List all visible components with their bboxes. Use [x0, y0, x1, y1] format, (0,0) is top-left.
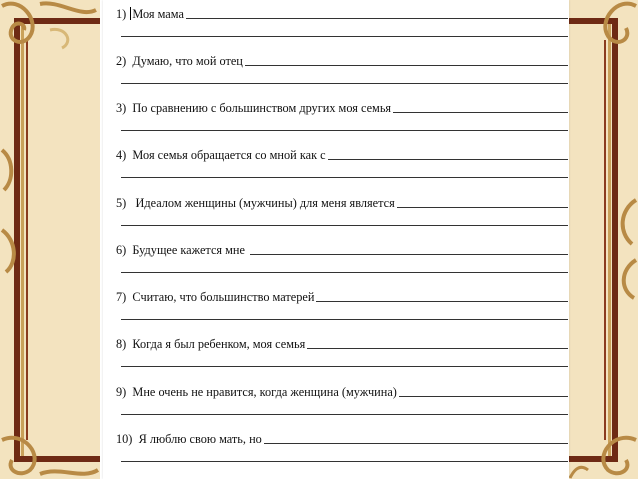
answer-line[interactable] — [393, 111, 568, 113]
item-number: 5) — [116, 196, 127, 210]
item-number: 2) — [116, 54, 127, 68]
answer-line-continued[interactable] — [121, 319, 568, 320]
item-prompt: Когда я был ребенком, моя семья — [132, 337, 306, 351]
answer-line[interactable] — [186, 17, 568, 19]
item-3 — [116, 98, 569, 138]
item-7 — [116, 287, 569, 327]
item-prompt: Мне очень не нравится, когда женщина (мужчина) — [132, 385, 397, 399]
item-prompt: По сравнению с большинством других моя семья — [132, 101, 392, 115]
right-ornamental-frame — [568, 0, 638, 479]
answer-line-continued[interactable] — [121, 36, 568, 37]
left-ornamental-frame — [0, 0, 100, 479]
answer-line[interactable] — [399, 395, 568, 397]
answer-line-continued[interactable] — [121, 225, 568, 226]
item-number: 6) — [116, 243, 127, 257]
item-prompt: Моя мама — [132, 7, 184, 21]
worksheet-page — [103, 0, 569, 479]
item-prompt: Я люблю свою мать, но — [138, 432, 262, 446]
item-5 — [116, 193, 569, 233]
item-4 — [116, 145, 569, 185]
item-1 — [116, 4, 569, 44]
answer-line-continued[interactable] — [121, 366, 568, 367]
item-10 — [116, 429, 569, 469]
item-prompt: Моя семья обращается со мной как с — [132, 148, 326, 162]
item-prompt: Думаю, что мой отец — [132, 54, 243, 68]
right-frame-ornament-icon — [568, 0, 638, 479]
item-number: 7) — [116, 290, 127, 304]
answer-line-continued[interactable] — [121, 414, 568, 415]
answer-line[interactable] — [397, 206, 568, 208]
answer-line-continued[interactable] — [121, 130, 568, 131]
item-9 — [116, 382, 569, 422]
answer-line[interactable] — [316, 300, 568, 302]
item-number: 4) — [116, 148, 127, 162]
answer-line[interactable] — [328, 158, 568, 160]
item-number: 8) — [116, 337, 127, 351]
item-number: 1) — [116, 7, 127, 21]
answer-line-continued[interactable] — [121, 83, 568, 84]
answer-line-continued[interactable] — [121, 461, 568, 462]
answer-line[interactable] — [307, 347, 568, 349]
item-6 — [116, 240, 569, 280]
answer-line-continued[interactable] — [121, 272, 568, 273]
item-prompt: Считаю, что большинство матерей — [132, 290, 315, 304]
item-2 — [116, 51, 569, 91]
left-frame-ornament-icon — [0, 0, 100, 479]
item-8 — [116, 334, 569, 374]
answer-line[interactable] — [245, 64, 568, 66]
answer-line[interactable] — [250, 253, 568, 255]
item-prompt: Идеалом женщины (мужчины) для меня является — [135, 196, 395, 210]
answer-line-continued[interactable] — [121, 177, 568, 178]
item-prompt: Будущее кажется мне — [132, 243, 245, 257]
item-number: 3) — [116, 101, 127, 115]
answer-line[interactable] — [264, 442, 568, 444]
item-number: 9) — [116, 385, 127, 399]
item-number: 10) — [116, 432, 133, 446]
